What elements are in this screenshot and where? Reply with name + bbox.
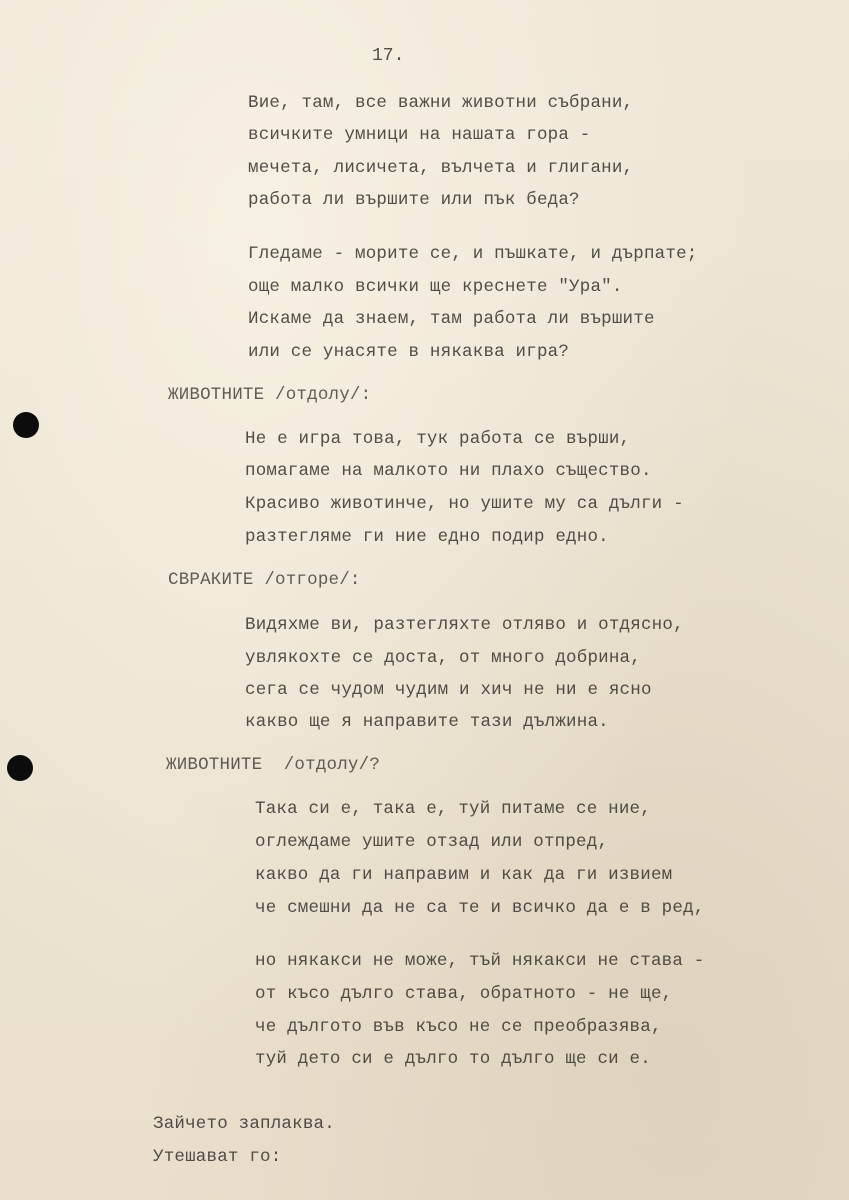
verse-line: туй дето си е дълго то дълго ще си е. — [255, 1049, 651, 1069]
speaker-label: СВРАКИТЕ /отгоре/: — [168, 570, 361, 590]
verse-line: Гледаме - морите се, и пъшкате, и дърпате; — [248, 244, 698, 264]
verse-line: сега се чудом чудим и хич не ни е ясно — [245, 680, 652, 700]
verse-line: но някакси не може, тъй някакси не става - — [255, 951, 705, 971]
verse-line: мечета, лисичета, вълчета и глигани, — [248, 158, 634, 178]
speaker-label: ЖИВОТНИТЕ /отдолу/? — [166, 755, 381, 775]
verse-line: Видяхме ви, разтегляхте отляво и отдясно, — [245, 615, 684, 635]
verse-line: че смешни да не са те и всичко да е в ред, — [255, 898, 705, 918]
verse-line: Красиво животинче, но ушите му са дълги - — [245, 494, 684, 514]
verse-line: от късо дълго става, обратното - не ще, — [255, 984, 673, 1004]
verse-line: работа ли вършите или пък беда? — [248, 190, 580, 210]
verse-line: Искаме да знаем, там работа ли вършите — [248, 309, 655, 329]
verse-line: че дългото във късо не се преобразява, — [255, 1017, 662, 1037]
verse-line: Вие, там, все важни животни събрани, — [248, 93, 634, 113]
punch-hole-bottom — [7, 755, 33, 781]
verse-line: увлякохте се доста, от много добрина, — [245, 648, 641, 668]
verse-line: разтегляме ги ние едно подир едно. — [245, 527, 609, 547]
verse-line: Така си е, така е, туй питаме се ние, — [255, 799, 651, 819]
page-number: 17. — [372, 46, 405, 66]
verse-line: още малко всички ще креснете "Ура". — [248, 277, 623, 297]
verse-line: какво да ги направим и как да ги извием — [255, 865, 673, 885]
verse-line: всичките умници на нашата гора - — [248, 125, 591, 145]
verse-line: оглеждаме ушите отзад или отпред, — [255, 832, 609, 852]
verse-line: какво ще я направите тази дължина. — [245, 712, 609, 732]
stage-direction: Зайчето заплаква. — [153, 1114, 335, 1134]
stage-direction: Утешават го: — [153, 1147, 282, 1167]
punch-hole-top — [13, 412, 39, 438]
speaker-label: ЖИВОТНИТЕ /отдолу/: — [168, 385, 372, 405]
verse-line: или се унасяте в някаква игра? — [248, 342, 570, 362]
verse-line: Не е игра това, тук работа се върши, — [245, 429, 631, 449]
verse-line: помагаме на малкото ни плахо същество. — [245, 461, 652, 481]
